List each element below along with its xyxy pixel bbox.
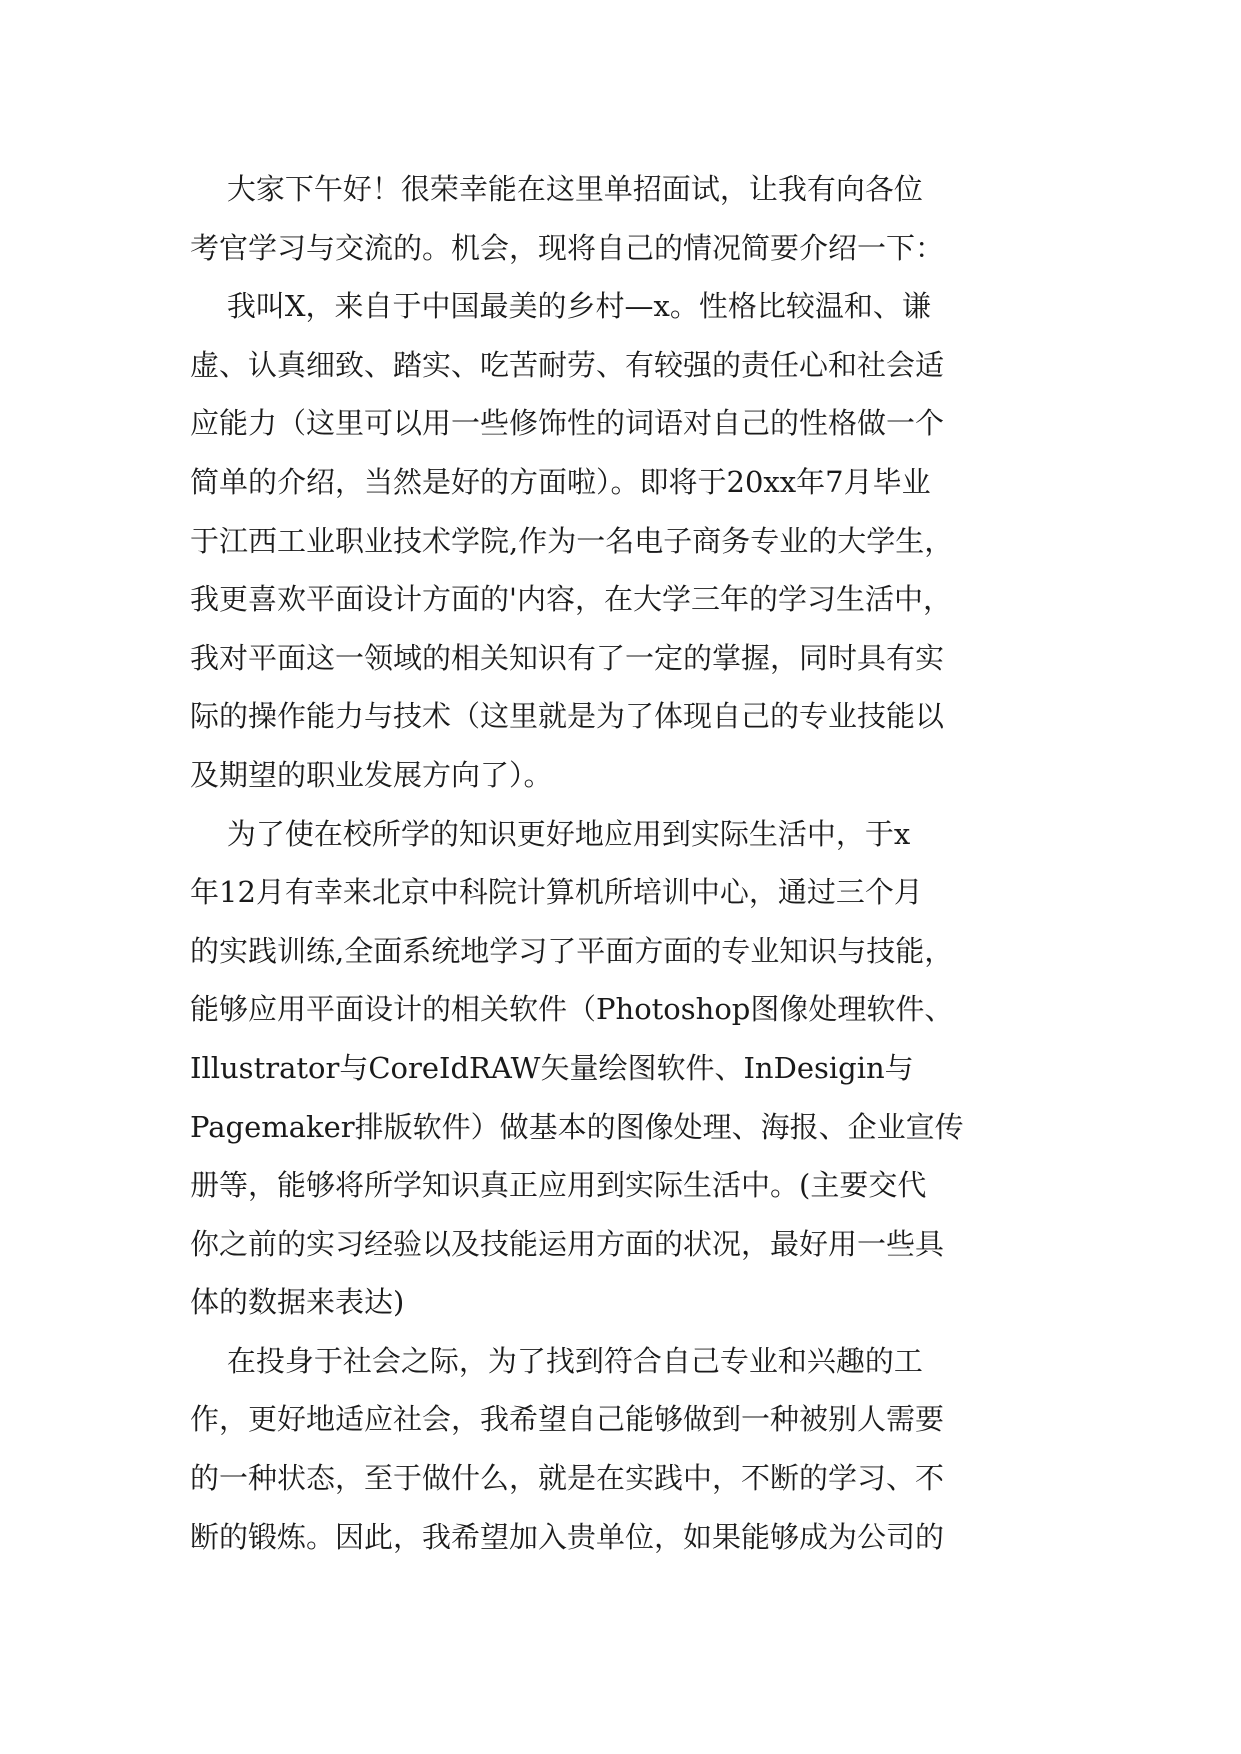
text-line: 应能力（这里可以用一些修饰性的词语对自己的性格做一个 (190, 406, 945, 441)
text-line: 你之前的实习经验以及技能运用方面的状况，最好用一些具 (190, 1226, 945, 1261)
text-line: 虚、认真细致、踏实、吃苦耐劳、有较强的责任心和社会适 (190, 347, 945, 382)
text-line: 作，更好地适应社会，我希望自己能够做到一种被别人需要 (190, 1402, 945, 1437)
text-line: 我更喜欢平面设计方面的'内容，在大学三年的学习生活中， (190, 582, 952, 617)
text-line: 考官学习与交流的。机会，现将自己的情况简要介绍一下： (190, 230, 945, 265)
text-line: 大家下午好！很荣幸能在这里单招面试，让我有向各位 (190, 172, 923, 206)
text-line: 际的操作能力与技术（这里就是为了体现自己的专业技能以 (190, 699, 945, 734)
text-line: Illustrator与CoreIdRAW矢量绘图软件、InDesigin与 (190, 1050, 914, 1085)
text-line: 断的锻炼。因此，我希望加入贵单位，如果能够成为公司的 (190, 1519, 945, 1554)
text-line: 的实践训练,全面系统地学习了平面方面的专业知识与技能， (190, 933, 954, 968)
text-line: 简单的介绍，当然是好的方面啦）。即将于20xx年7月毕业 (190, 464, 931, 499)
text-line: 册等，能够将所学知识真正应用到实际生活中。(主要交代 (190, 1168, 927, 1203)
text-line: 我对平面这一领域的相关知识有了一定的掌握，同时具有实 (190, 640, 945, 675)
document-body (190, 160, 1054, 1566)
text-line: 年12月有幸来北京中科院计算机所培训中心，通过三个月 (190, 875, 923, 910)
text-line: 在投身于社会之际，为了找到符合自己专业和兴趣的工 (190, 1343, 923, 1378)
text-line: 能够应用平面设计的相关软件（Photoshop图像处理软件、 (190, 992, 954, 1027)
text-line: 及期望的职业发展方向了）。 (190, 757, 553, 792)
text-line: 于江西工业职业技术学院,作为一名电子商务专业的大学生， (190, 523, 954, 558)
text-line: 体的数据来表达) (190, 1285, 405, 1320)
text-line: 为了使在校所学的知识更好地应用到实际生活中，于x (190, 816, 911, 851)
text-line: Pagemaker排版软件）做基本的图像处理、海报、企业宣传 (190, 1109, 964, 1144)
text-line: 我叫X，来自于中国最美的乡村—x。性格比较温和、谦 (190, 289, 931, 324)
text-line: 的一种状态，至于做什么，就是在实践中，不断的学习、不 (190, 1461, 945, 1496)
